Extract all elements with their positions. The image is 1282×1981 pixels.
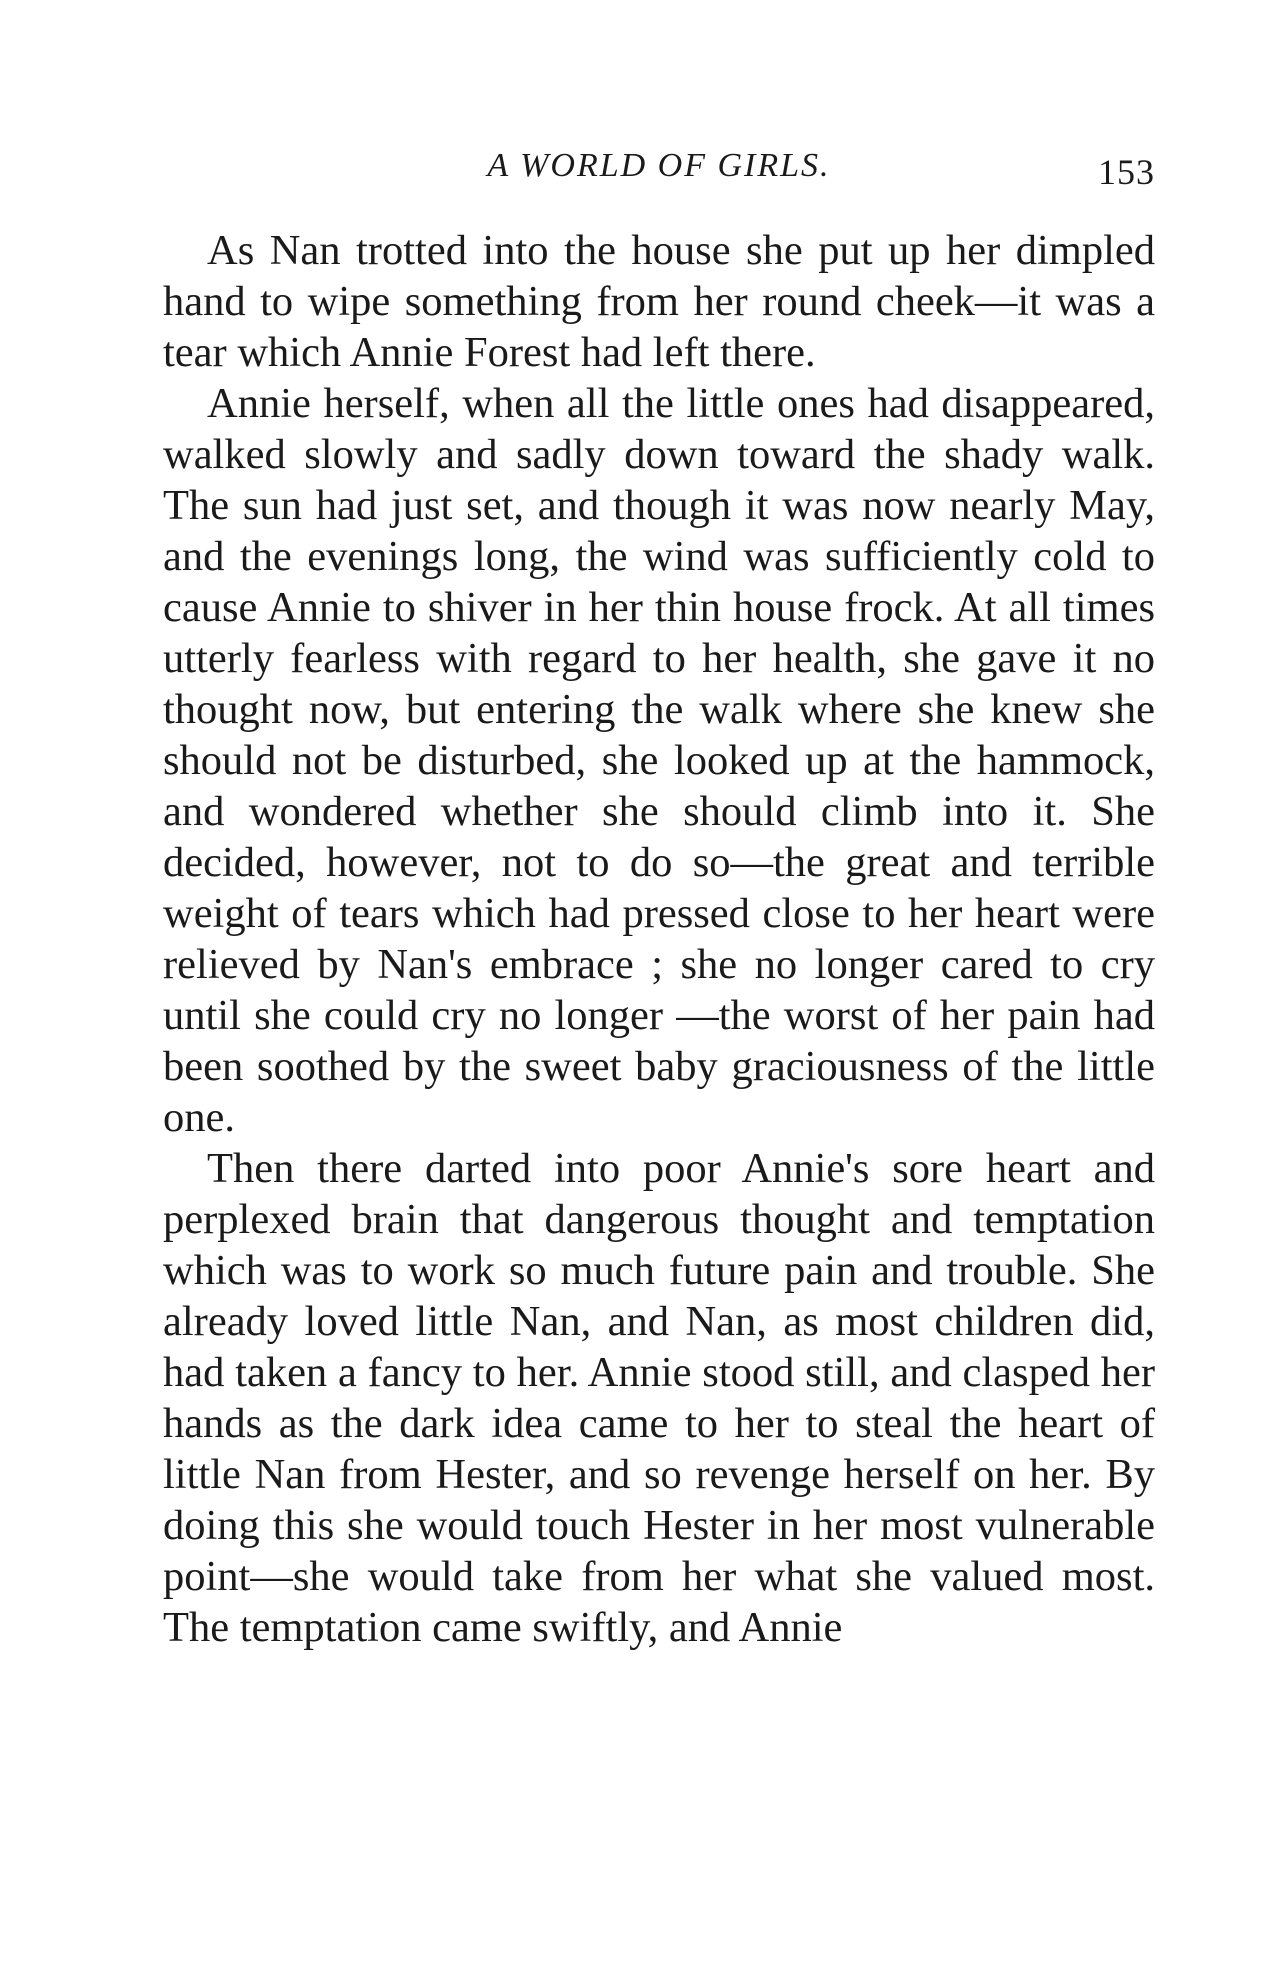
page-number: 153 xyxy=(1098,152,1155,192)
paragraph-1: As Nan trotted into the house she put up her dimpled hand to wipe something from her round cheek—it was a tear which Annie Forest had left there. xyxy=(163,227,1155,376)
paragraph-2: Annie herself, when all the little ones had disappeared, walked slowly and sadly down toward the shady walk. The sun had just set, and though it was now nearly May, and the evenings long, the wind was sufficiently cold to cause Annie to shiver in her thin house frock. At all times utterly fearless with regard to her health, she gave it no thought now, but entering the walk where she knew she should not be disturbed, she looked up at the hammock, and wondered whether she should climb into it. She decided, however, not to do so—the great and terrible weight of tears which had pressed close to her heart were relieved by Nan's embrace ; she no longer cared to cry until she could cry no longer —the worst of her pain had been soothed by the sweet baby graciousness of the little one. xyxy=(163,380,1155,1141)
paragraph-3: Then there darted into poor Annie's sore heart and perplexed brain that dangerous thought and temptation which was to work so much future pain and trouble. She already loved little Nan, and Nan, as most children did, had taken a fancy to her. Annie stood still, and clasped her hands as the dark idea came to her to steal the heart of little Nan from Hester, and so revenge herself on her. By doing this she would touch Hester in her most vulnerable point—she would take from her what she valued most. The temptation came swiftly, and Annie xyxy=(163,1145,1155,1651)
running-head xyxy=(163,147,1155,197)
running-title: A WORLD OF GIRLS. xyxy=(487,147,831,184)
body-text xyxy=(163,225,1155,1653)
